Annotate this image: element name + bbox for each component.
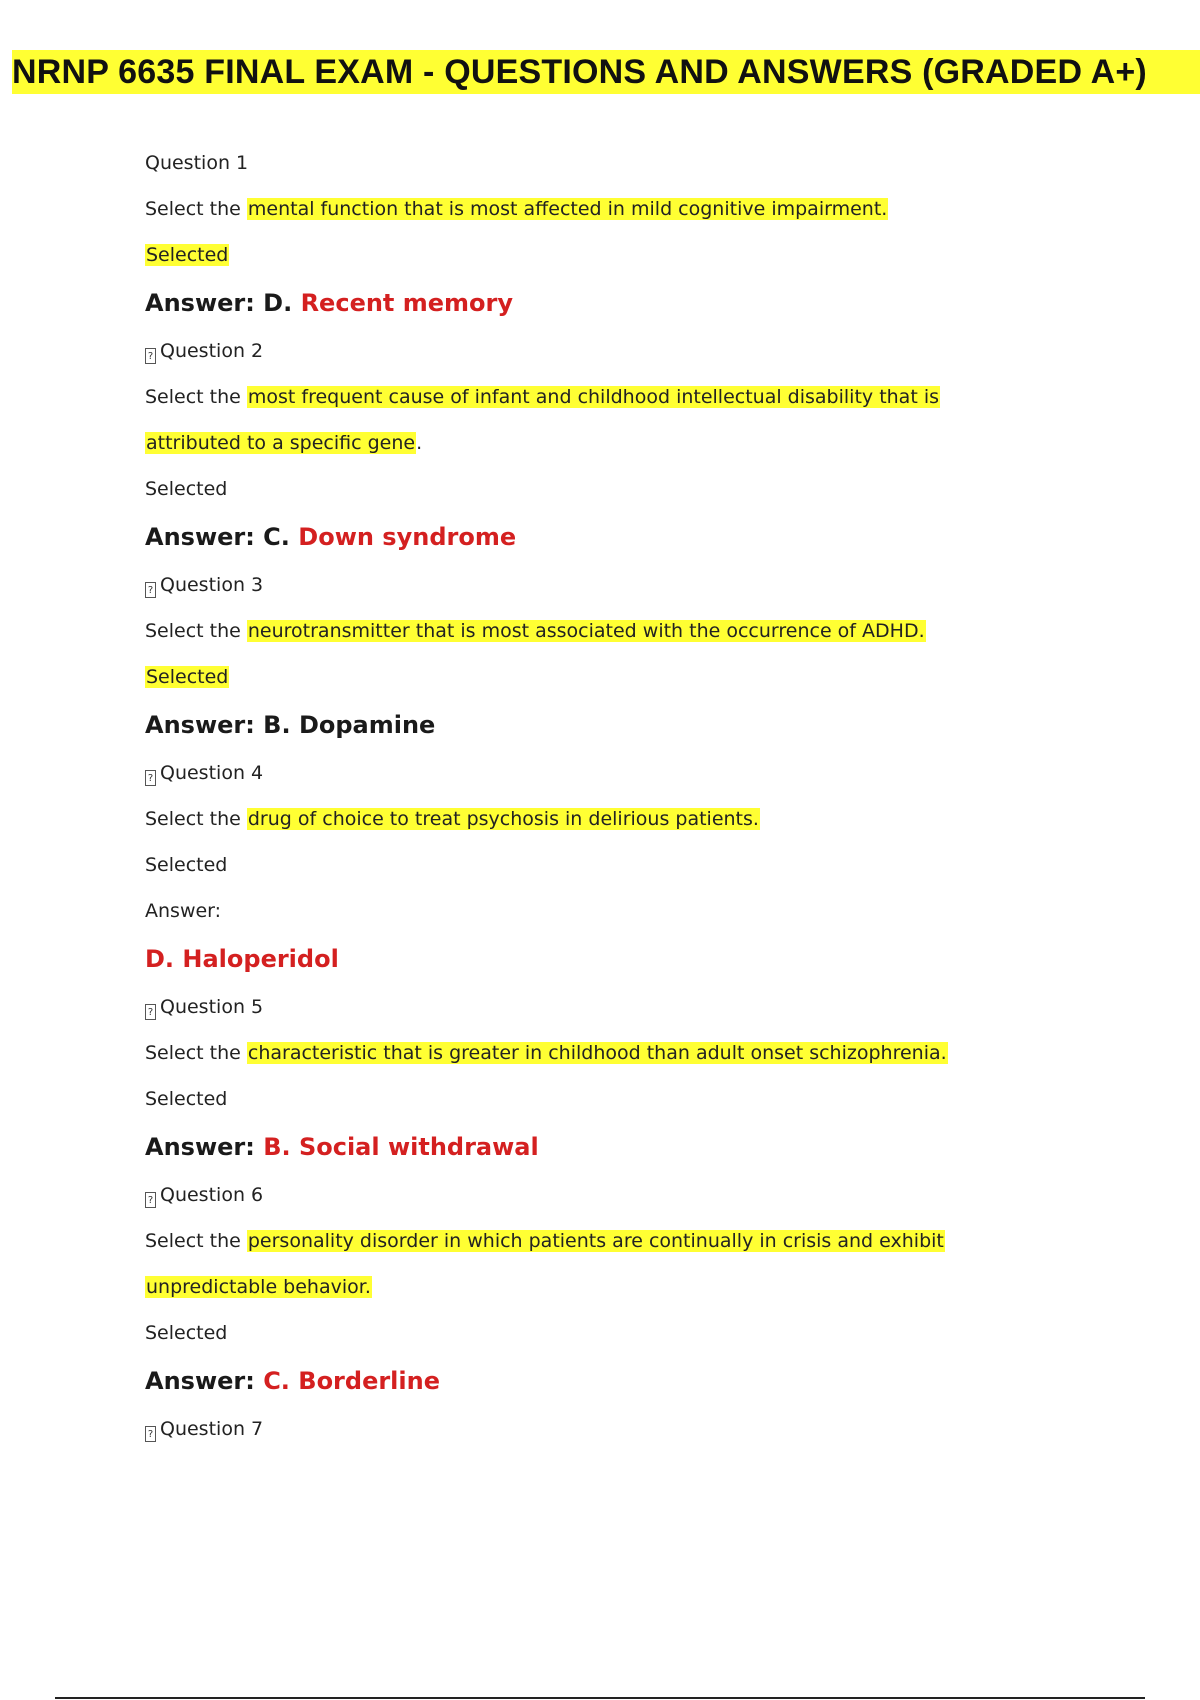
answer: Answer: D. Recent memory bbox=[145, 289, 514, 317]
question-mark-icon: ? bbox=[145, 770, 156, 786]
answer: Answer: B. Dopamine bbox=[145, 711, 436, 739]
question-prompt: Select the personality disorder in which patients are continually in crisis and exhibit bbox=[145, 1230, 944, 1252]
selected-label: Selected bbox=[146, 244, 229, 266]
answer: Answer: C. Borderline bbox=[145, 1367, 440, 1395]
question-prompt: Select the most frequent cause of infant and childhood intellectual disability that is bbox=[145, 386, 939, 408]
document-body bbox=[145, 140, 1145, 1452]
title-bar bbox=[12, 50, 1200, 94]
question-mark-icon: ? bbox=[145, 348, 156, 364]
selected-label: Selected bbox=[146, 666, 229, 688]
selected-label: Selected bbox=[145, 854, 228, 876]
page-divider bbox=[55, 1697, 1145, 1699]
question-prompt: Select the neurotransmitter that is most associated with the occurrence of ADHD. bbox=[145, 620, 925, 642]
question-label: ? Question 6 bbox=[145, 1172, 1145, 1218]
answer: Answer: B. Social withdrawal bbox=[145, 1133, 539, 1161]
question-label: ? Question 3 bbox=[145, 562, 1145, 608]
question-label: Question 1 bbox=[145, 152, 249, 174]
selected-label: Selected bbox=[145, 478, 228, 500]
question-prompt: Select the drug of choice to treat psychosis in delirious patients. bbox=[145, 808, 759, 830]
question-prompt: Select the mental function that is most affected in mild cognitive impairment. bbox=[145, 198, 888, 220]
question-mark-icon: ? bbox=[145, 1004, 156, 1020]
question-label: ? Question 4 bbox=[145, 750, 1145, 796]
question-label: ? Question 5 bbox=[145, 984, 1145, 1030]
question-mark-icon: ? bbox=[145, 1426, 156, 1442]
answer: Answer: C. Down syndrome bbox=[145, 523, 517, 551]
selected-label: Selected bbox=[145, 1088, 228, 1110]
question-label: ? Question 7 bbox=[145, 1406, 1145, 1452]
question-label: ? Question 2 bbox=[145, 328, 1145, 374]
document-title: NRNP 6635 FINAL EXAM - QUESTIONS AND ANSWERS (GRADED A+) bbox=[12, 53, 1147, 91]
question-mark-icon: ? bbox=[145, 1192, 156, 1208]
answer: D. Haloperidol bbox=[145, 945, 339, 973]
selected-label: Selected bbox=[145, 1322, 228, 1344]
question-prompt-continued: attributed to a specific gene. bbox=[146, 432, 423, 454]
answer-label: Answer: bbox=[145, 900, 222, 922]
question-prompt-continued: unpredictable behavior. bbox=[146, 1276, 371, 1298]
question-mark-icon: ? bbox=[145, 582, 156, 598]
question-prompt: Select the characteristic that is greater in childhood than adult onset schizophrenia. bbox=[145, 1042, 947, 1064]
